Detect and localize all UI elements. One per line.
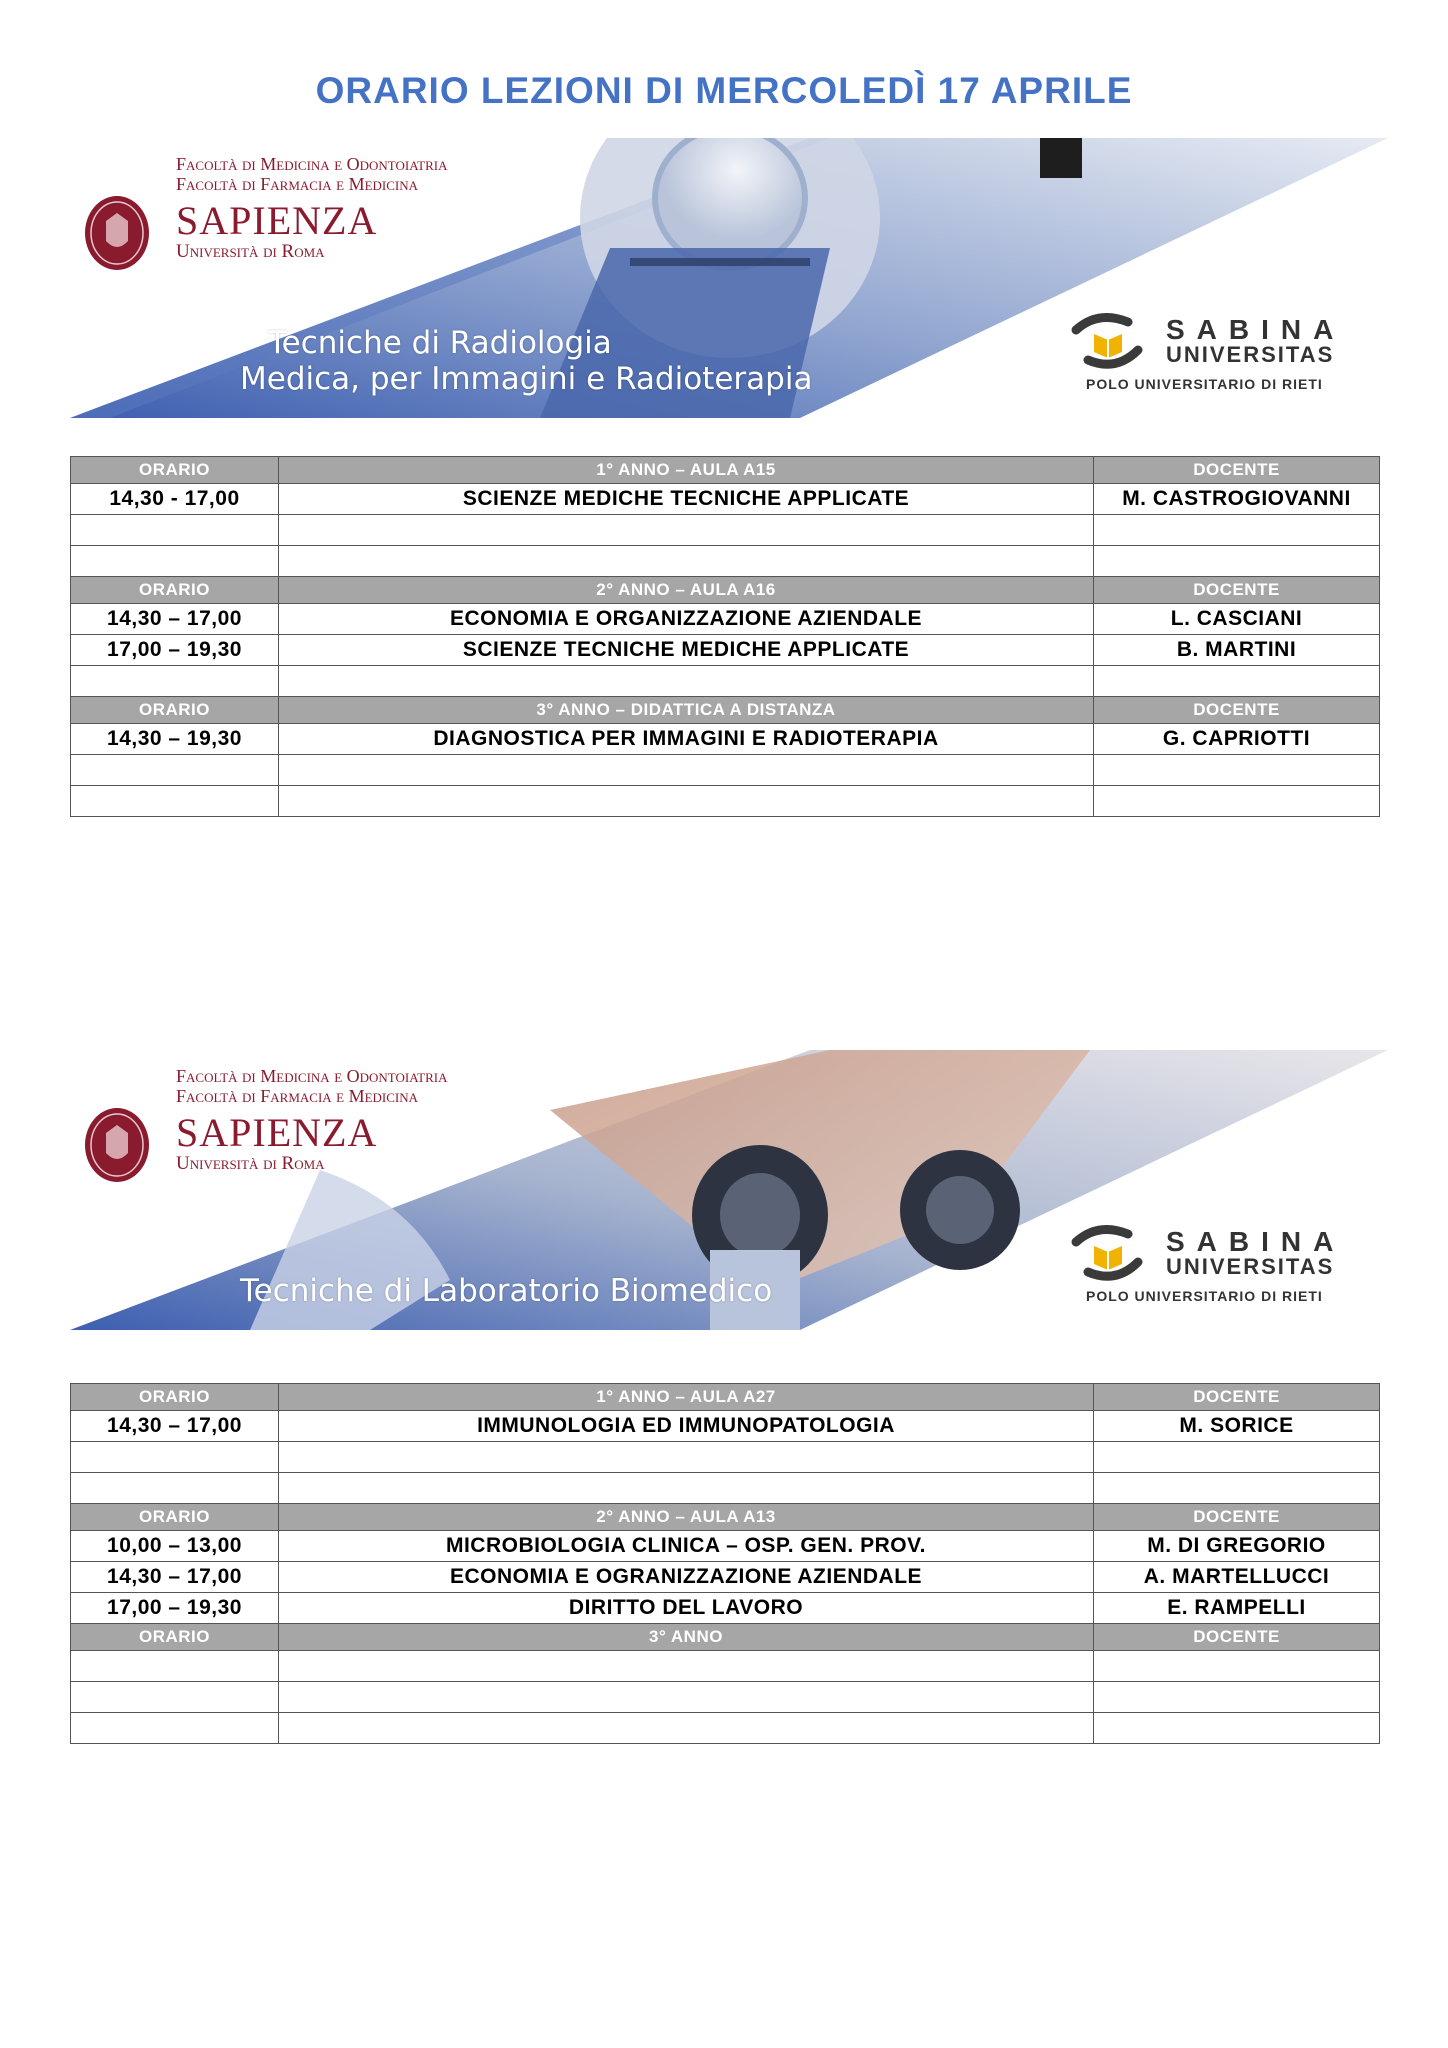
cell-orario: 17,00 – 19,30: [71, 635, 279, 666]
header-orario: ORARIO: [71, 1624, 279, 1651]
header-docente: DOCENTE: [1094, 697, 1380, 724]
sabina-name: SABINA: [1166, 314, 1346, 345]
cell-orario: [71, 755, 279, 786]
section-header-row: [71, 1504, 1380, 1531]
faculty-line-2: Facoltà di Farmacia e Medicina: [176, 174, 419, 194]
table-row: [71, 666, 1380, 697]
header-docente: DOCENTE: [1094, 577, 1380, 604]
table-row: [71, 546, 1380, 577]
cell-docente: [1094, 1651, 1380, 1682]
header-docente: DOCENTE: [1094, 1504, 1380, 1531]
faculty-line-1: Facoltà di Medicina e Odontoiatria: [176, 154, 448, 174]
cell-orario: [71, 1651, 279, 1682]
cell-insegnamento: DIRITTO DEL LAVORO: [279, 1593, 1094, 1624]
sapienza-logo: [176, 154, 448, 262]
cell-docente: [1094, 755, 1380, 786]
cell-docente: L. CASCIANI: [1094, 604, 1380, 635]
cell-docente: B. MARTINI: [1094, 635, 1380, 666]
header-orario: ORARIO: [71, 697, 279, 724]
table-row: [71, 724, 1380, 755]
course-title-line-1: Tecniche di Laboratorio Biomedico: [240, 1273, 773, 1309]
cell-docente: M. CASTROGIOVANNI: [1094, 484, 1380, 515]
table-row: [71, 604, 1380, 635]
cell-docente: [1094, 1473, 1380, 1504]
cell-insegnamento: [279, 786, 1094, 817]
cell-orario: 14,30 – 19,30: [71, 724, 279, 755]
sabina-book-icon: [1068, 1222, 1148, 1282]
cell-docente: [1094, 1682, 1380, 1713]
cell-orario: [71, 1442, 279, 1473]
faculty-line-1: Facoltà di Medicina e Odontoiatria: [176, 1066, 448, 1086]
header-anno-aula: 1° ANNO – AULA A15: [279, 457, 1094, 484]
cell-docente: [1094, 1713, 1380, 1744]
sabina-logo: [1068, 1222, 1368, 1312]
sapienza-seal-icon: [84, 195, 150, 271]
cell-docente: [1094, 786, 1380, 817]
cell-docente: [1094, 1442, 1380, 1473]
sabina-book-icon: [1068, 310, 1148, 370]
table-row: [71, 1531, 1380, 1562]
cell-insegnamento: IMMUNOLOGIA ED IMMUNOPATOLOGIA: [279, 1411, 1094, 1442]
course-title-line-2: Medica, per Immagini e Radioterapia: [240, 361, 813, 397]
header-anno-aula: 3° ANNO – DIDATTICA A DISTANZA: [279, 697, 1094, 724]
sabina-name: SABINA: [1166, 1226, 1346, 1257]
cell-docente: M. SORICE: [1094, 1411, 1380, 1442]
header-orario: ORARIO: [71, 1504, 279, 1531]
cell-docente: [1094, 515, 1380, 546]
cell-insegnamento: [279, 755, 1094, 786]
cell-insegnamento: SCIENZE MEDICHE TECNICHE APPLICATE: [279, 484, 1094, 515]
cell-insegnamento: [279, 1682, 1094, 1713]
sabina-tagline: POLO UNIVERSITARIO DI RIETI: [1086, 376, 1323, 392]
sabina-logo: [1068, 310, 1368, 400]
cell-docente: A. MARTELLUCCI: [1094, 1562, 1380, 1593]
cell-insegnamento: [279, 1473, 1094, 1504]
page-title: ORARIO LEZIONI DI MERCOLEDÌ 17 APRILE: [315, 70, 1133, 111]
table-row: [71, 786, 1380, 817]
cell-insegnamento: MICROBIOLOGIA CLINICA – OSP. GEN. PROV.: [279, 1531, 1094, 1562]
cell-insegnamento: [279, 546, 1094, 577]
table-row: [71, 1651, 1380, 1682]
cell-orario: [71, 666, 279, 697]
sapienza-logo: [176, 1066, 448, 1174]
cell-insegnamento: [279, 666, 1094, 697]
wall-panel-shape: [1040, 138, 1082, 178]
cell-orario: 14,30 – 17,00: [71, 1562, 279, 1593]
cell-orario: [71, 515, 279, 546]
header-orario: ORARIO: [71, 1384, 279, 1411]
sabina-sub: UNIVERSITAS: [1166, 342, 1335, 367]
cell-insegnamento: SCIENZE TECNICHE MEDICHE APPLICATE: [279, 635, 1094, 666]
cell-orario: 10,00 – 13,00: [71, 1531, 279, 1562]
table-row: [71, 484, 1380, 515]
header-anno-aula: 2° ANNO – AULA A13: [279, 1504, 1094, 1531]
university-sub: Università di Roma: [176, 1153, 325, 1174]
cell-docente: E. RAMPELLI: [1094, 1593, 1380, 1624]
cell-orario: [71, 786, 279, 817]
cell-docente: M. DI GREGORIO: [1094, 1531, 1380, 1562]
table-row: [71, 515, 1380, 546]
course-title-line-1: Tecniche di Radiologia: [268, 325, 612, 361]
cell-insegnamento: ECONOMIA E ORGANIZZAZIONE AZIENDALE: [279, 604, 1094, 635]
section-header-row: [71, 697, 1380, 724]
faculty-line-2: Facoltà di Farmacia e Medicina: [176, 1086, 419, 1106]
cell-insegnamento: [279, 1651, 1094, 1682]
banner-radiologia: [70, 138, 1388, 418]
table-row: [71, 1713, 1380, 1744]
header-anno-aula: 2° ANNO – AULA A16: [279, 577, 1094, 604]
table-row: [71, 1411, 1380, 1442]
cell-orario: 14,30 – 17,00: [71, 1411, 279, 1442]
sabina-tagline: POLO UNIVERSITARIO DI RIETI: [1086, 1288, 1323, 1304]
header-anno-aula: 3° ANNO: [279, 1624, 1094, 1651]
table-row: [71, 635, 1380, 666]
cell-orario: 17,00 – 19,30: [71, 1593, 279, 1624]
cell-insegnamento: [279, 515, 1094, 546]
cell-orario: [71, 546, 279, 577]
table-row: [71, 1442, 1380, 1473]
header-orario: ORARIO: [71, 577, 279, 604]
cell-docente: [1094, 666, 1380, 697]
section-header-row: [71, 1384, 1380, 1411]
cell-orario: [71, 1473, 279, 1504]
cell-insegnamento: DIAGNOSTICA PER IMMAGINI E RADIOTERAPIA: [279, 724, 1094, 755]
banner-laboratorio: [70, 1050, 1388, 1330]
cell-orario: 14,30 - 17,00: [71, 484, 279, 515]
cell-orario: 14,30 – 17,00: [71, 604, 279, 635]
cell-docente: G. CAPRIOTTI: [1094, 724, 1380, 755]
section-header-row: [71, 1624, 1380, 1651]
cell-orario: [71, 1713, 279, 1744]
sapienza-seal-icon: [84, 1107, 150, 1183]
header-docente: DOCENTE: [1094, 457, 1380, 484]
header-anno-aula: 1° ANNO – AULA A27: [279, 1384, 1094, 1411]
header-docente: DOCENTE: [1094, 1384, 1380, 1411]
header-orario: ORARIO: [71, 457, 279, 484]
section-header-row: [71, 457, 1380, 484]
university-sub: Università di Roma: [176, 241, 325, 262]
cell-docente: [1094, 546, 1380, 577]
schedule-table-radiologia: [70, 456, 1380, 817]
schedule-table-laboratorio: [70, 1383, 1380, 1744]
sabina-sub: UNIVERSITAS: [1166, 1254, 1335, 1279]
table-row: [71, 1593, 1380, 1624]
university-name: SAPIENZA: [176, 1110, 378, 1155]
cell-insegnamento: ECONOMIA E OGRANIZZAZIONE AZIENDALE: [279, 1562, 1094, 1593]
table-row: [71, 1562, 1380, 1593]
cell-insegnamento: [279, 1442, 1094, 1473]
header-docente: DOCENTE: [1094, 1624, 1380, 1651]
table-row: [71, 1682, 1380, 1713]
cell-insegnamento: [279, 1713, 1094, 1744]
cell-orario: [71, 1682, 279, 1713]
section-header-row: [71, 577, 1380, 604]
university-name: SAPIENZA: [176, 198, 378, 243]
table-row: [71, 1473, 1380, 1504]
table-row: [71, 755, 1380, 786]
